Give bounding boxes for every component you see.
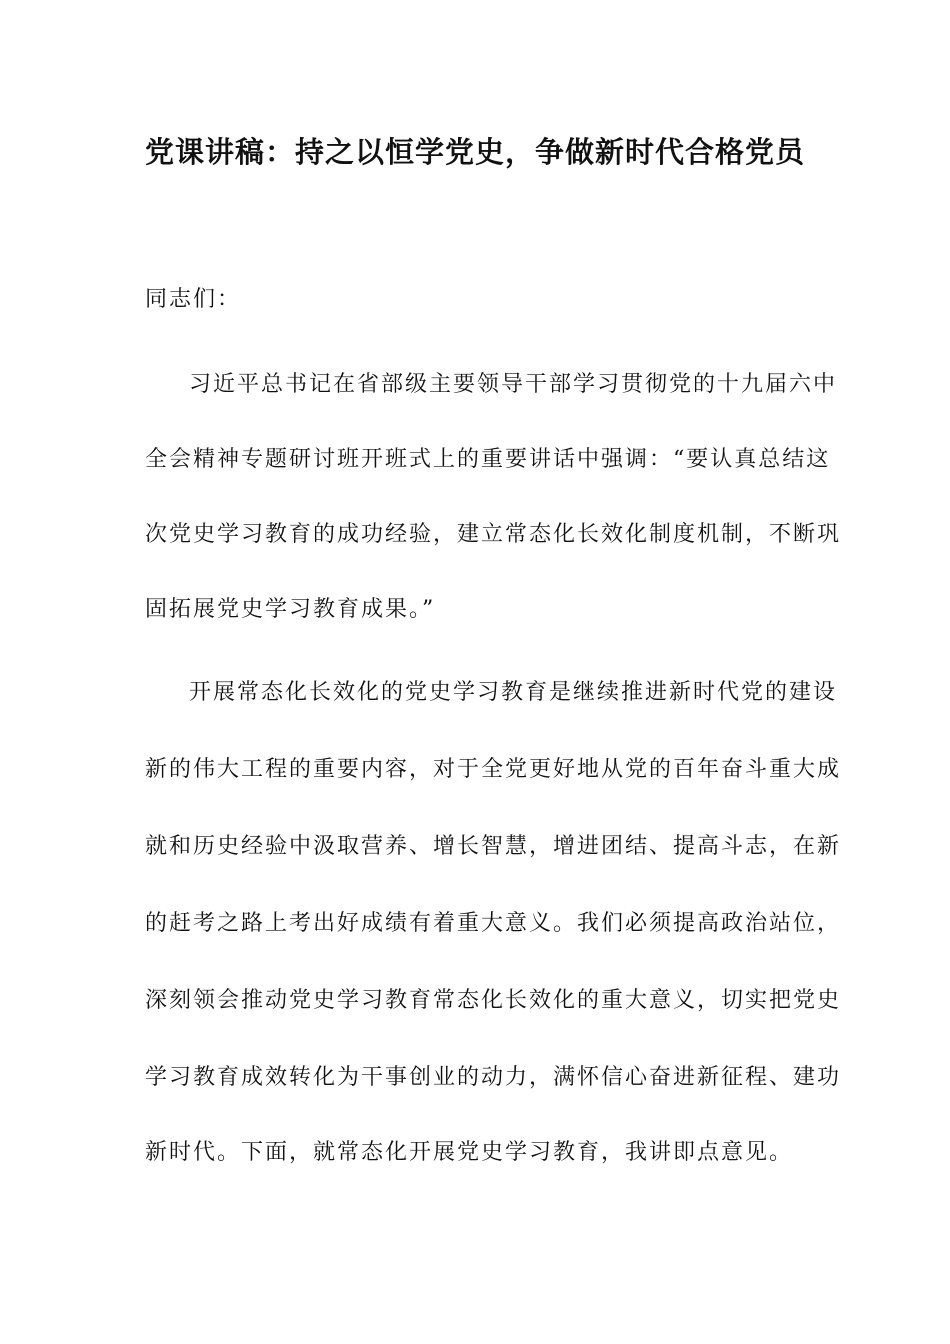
- paragraph-line: 固拓展党史学习教育成果。”: [145, 597, 436, 622]
- paragraph-line: 就和历史经验中汲取营养、增长智慧，增进团结、提高斗志，在新: [145, 834, 842, 859]
- paragraph-line: 习近平总书记在省部级主要领导干部学习贯彻党的十九届六中: [189, 372, 838, 397]
- salutation: 同志们：: [145, 287, 242, 312]
- paragraph-line: 深刻领会推动党史学习教育常态化长效化的重大意义，切实把党史: [145, 988, 842, 1013]
- paragraph-line: 全会精神专题研讨班开班式上的重要讲话中强调：“要认真总结这: [145, 447, 831, 472]
- paragraph-line: 开展常态化长效化的党史学习教育是继续推进新时代党的建设: [189, 680, 838, 705]
- document-title: 党课讲稿：持之以恒学党史，争做新时代合格党员: [144, 135, 805, 169]
- paragraph-line: 学习教育成效转化为干事创业的动力，满怀信心奋进新征程、建功: [145, 1065, 842, 1090]
- paragraph-line: 新时代。下面，就常态化开展党史学习教育，我讲即点意见。: [145, 1140, 794, 1165]
- paragraph-line: 次党史学习教育的成功经验，建立常态化长效化制度机制，不断巩: [145, 522, 842, 547]
- paragraph-line: 新的伟大工程的重要内容，对于全党更好地从党的百年奋斗重大成: [145, 757, 842, 782]
- paragraph-line: 的赶考之路上考出好成绩有着重大意义。我们必须提高政治站位，: [145, 911, 842, 936]
